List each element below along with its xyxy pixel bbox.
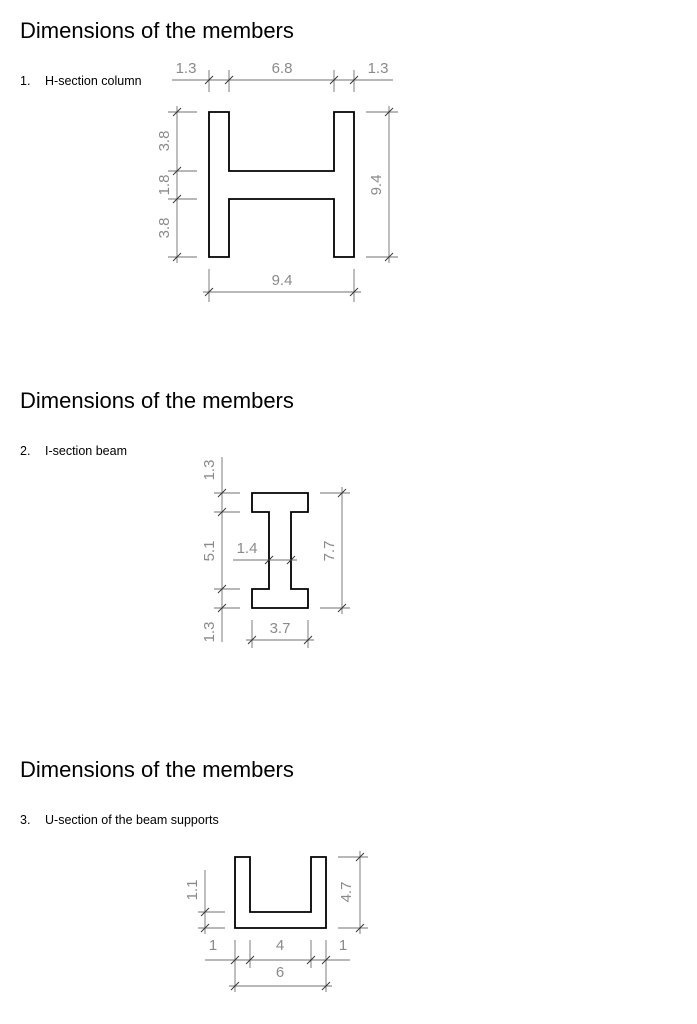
dim-total-width: 6 <box>275 964 285 981</box>
item-label: H-section column <box>45 74 142 88</box>
dim-web-height: 5.1 <box>201 540 218 562</box>
dim-total-height: 4.7 <box>338 881 355 903</box>
dim-web-thickness: 1.8 <box>156 174 173 196</box>
dim-flange-width: 3.7 <box>269 620 291 637</box>
dim-total-height: 9.4 <box>368 174 385 196</box>
dim-upper-clear: 3.8 <box>156 130 173 152</box>
section-title: Dimensions of the members <box>20 757 294 782</box>
dim-top-flange: 1.3 <box>201 459 218 481</box>
item-number: 1. <box>20 74 31 88</box>
dim-inner-width: 4 <box>275 937 285 954</box>
dim-total-width: 9.4 <box>271 272 293 289</box>
dim-wall-left: 1 <box>208 937 218 954</box>
dim-wall-right: 1 <box>338 937 348 954</box>
u-section-profile <box>235 857 326 928</box>
section-title: Dimensions of the members <box>20 388 294 413</box>
dim-bottom-flange: 1.3 <box>201 621 218 643</box>
section-title: Dimensions of the members <box>20 18 294 43</box>
dim-lower-clear: 3.8 <box>156 217 173 239</box>
item-label: U-section of the beam supports <box>45 813 219 827</box>
item-label: I-section beam <box>45 444 127 458</box>
dim-flange-right: 1.3 <box>367 60 389 77</box>
dim-web-thickness: 1.4 <box>236 540 258 557</box>
dim-total-height: 7.7 <box>321 540 338 562</box>
item-number: 3. <box>20 813 31 827</box>
dim-web-clear: 6.8 <box>271 60 293 77</box>
dim-base-thickness: 1.1 <box>184 879 201 901</box>
dim-flange-left: 1.3 <box>175 60 197 77</box>
item-number: 2. <box>20 444 31 458</box>
